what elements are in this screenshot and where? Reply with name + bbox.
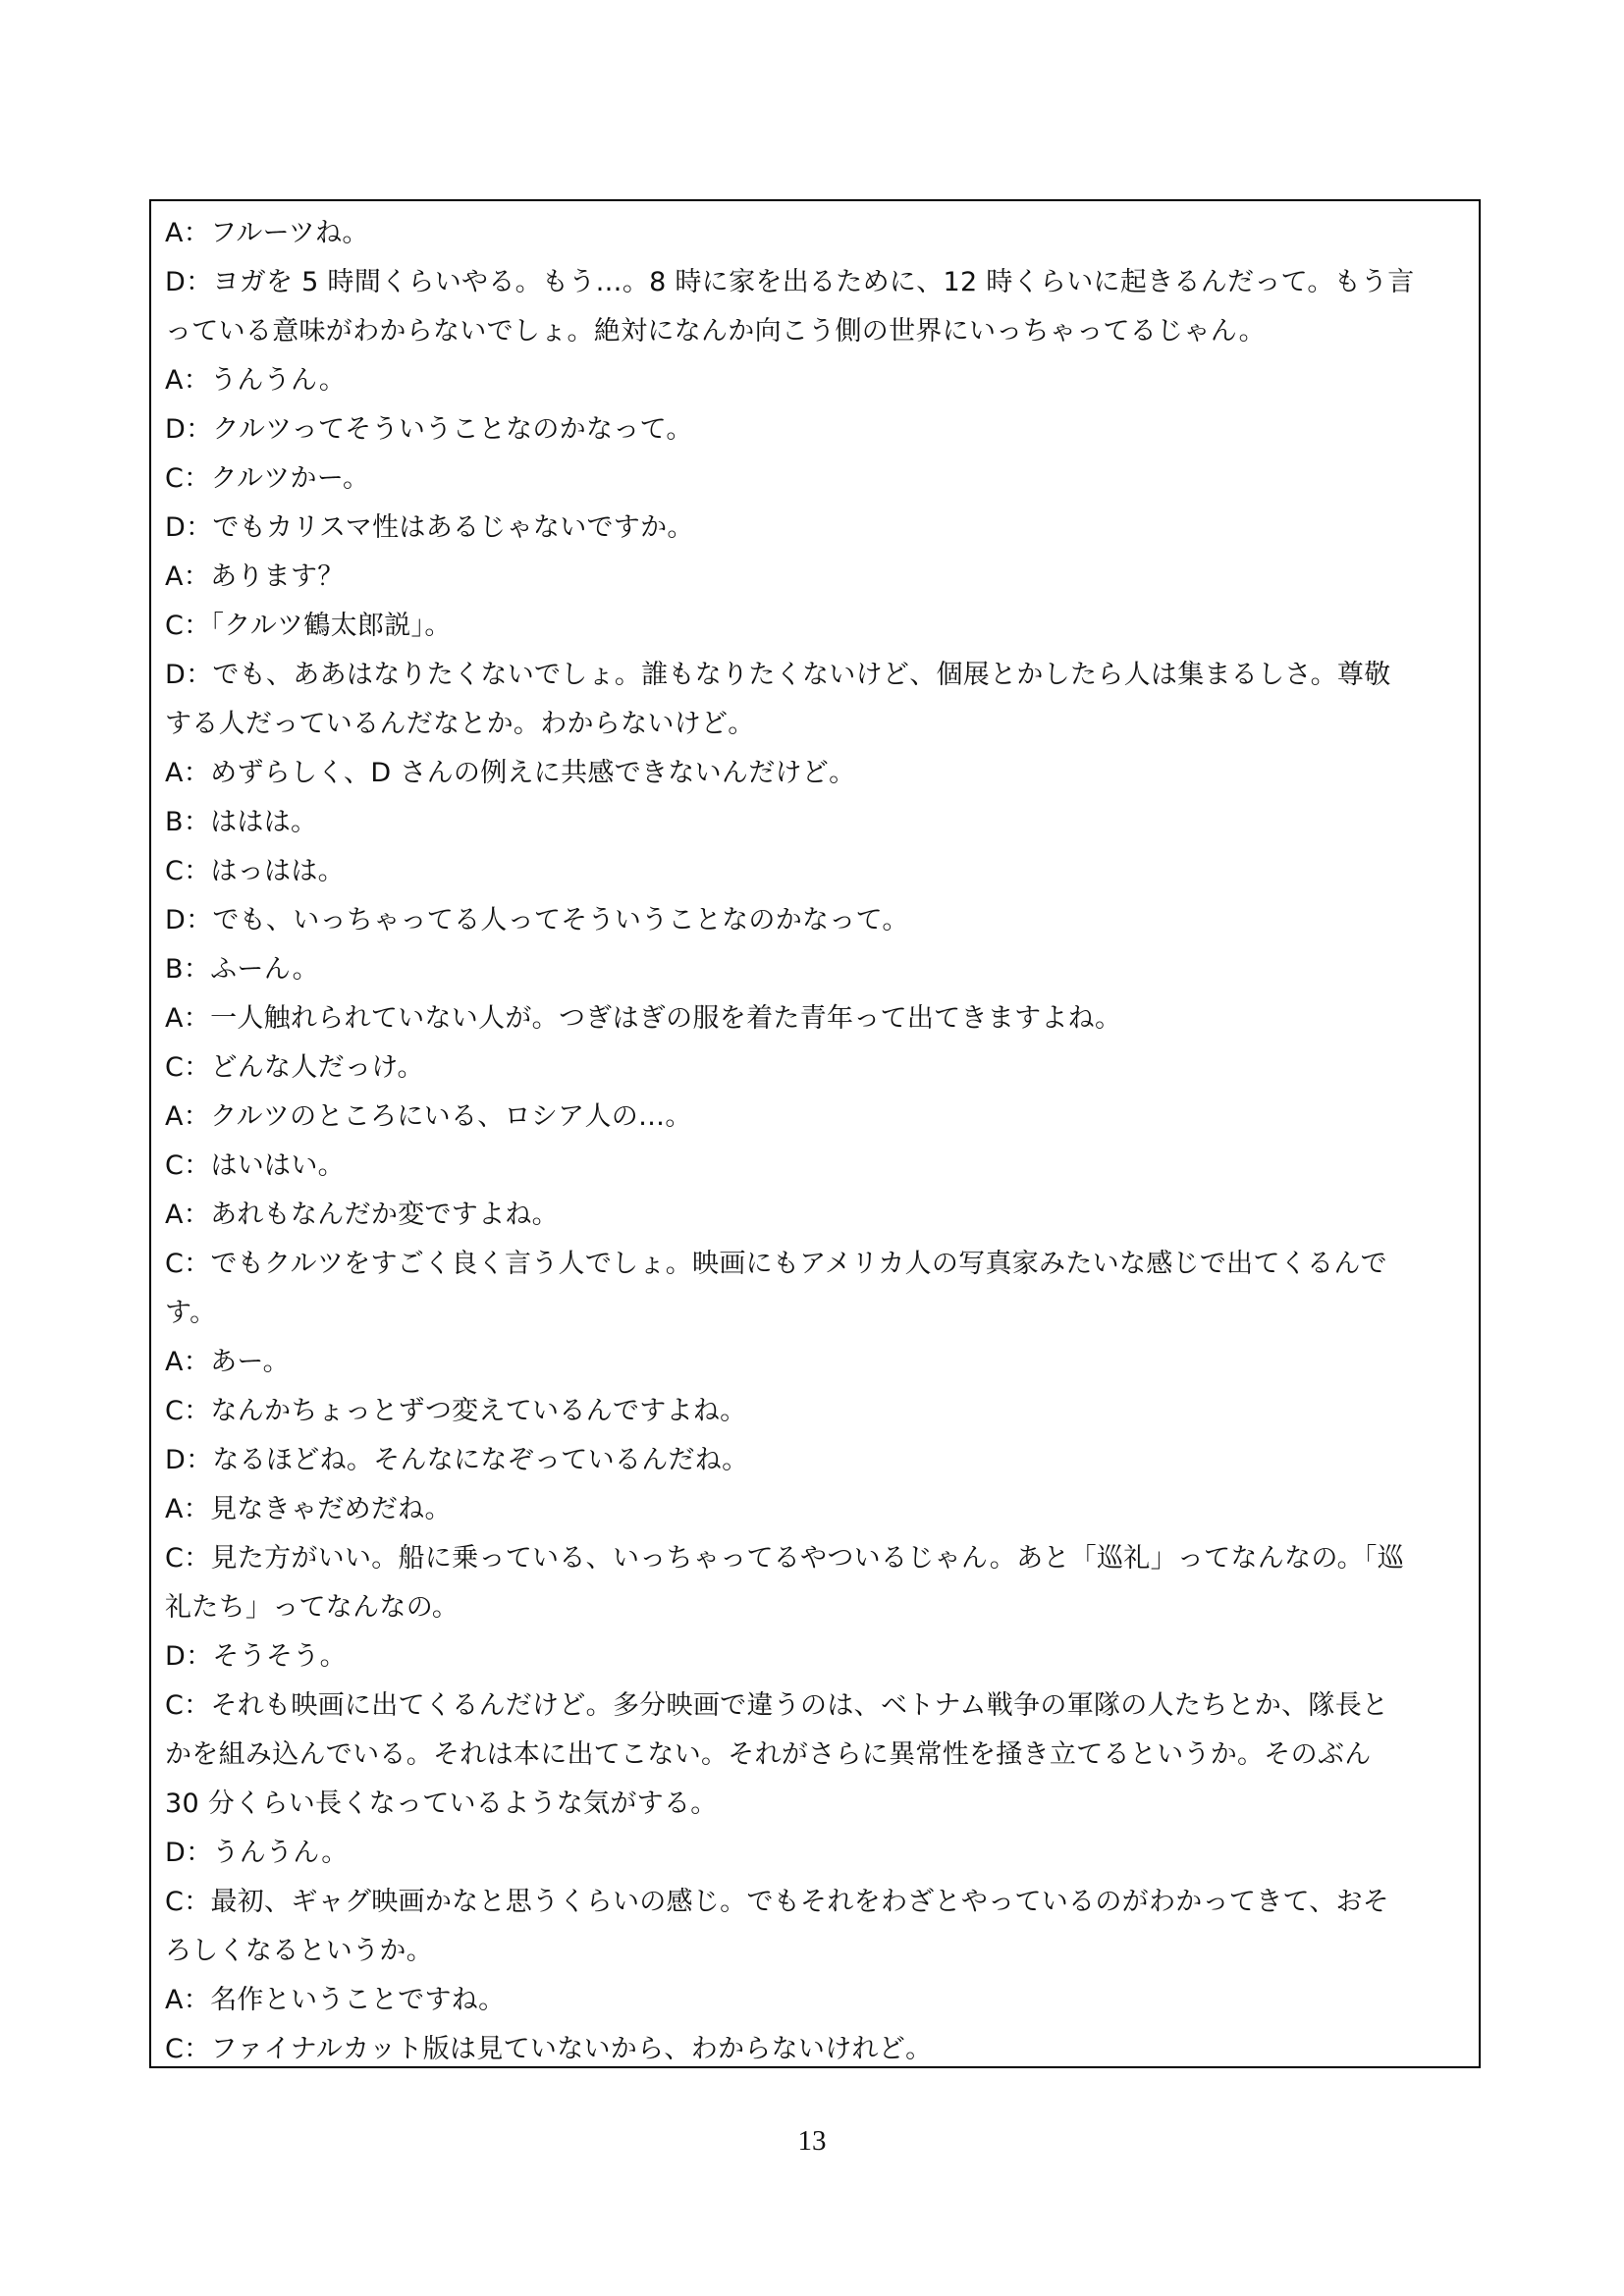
transcript-line: C：どんな人だっけ。 [165,1052,424,1083]
transcript-line: A：あー。 [165,1347,290,1377]
transcript-line: D：でもカリスマ性はあるじゃないですか。 [165,512,694,543]
transcript-line: D：でも、ああはなりたくないでしょ。誰もなりたくないけど、個展とかしたら人は集まるしさ。尊敬 [165,660,1391,690]
transcript-line: C：ファイナルカット版は見ていないから、わからないけれど。 [165,2034,933,2064]
transcript-line: C：はいはい。 [165,1150,345,1181]
transcript-line: C：「クルツ鶴太郎説」。 [165,611,452,641]
transcript-line: D：なるほどね。そんなになぞっているんだね。 [165,1445,749,1475]
transcript-line: A：めずらしく、D さんの例えに共感できないんだけど。 [165,758,856,788]
transcript-line: C：見た方がいい。船に乗っている、いっちゃってるやついるじゃん。あと「巡礼」ってなんなの。「巡 [165,1543,1404,1574]
transcript-line: B：ははは。 [165,807,318,837]
transcript-line: C：それも映画に出てくるんだけど。多分映画で違うのは、ベトナム戦争の軍隊の人たちとか、隊長と [165,1690,1389,1721]
transcript-line: C：はっはは。 [165,856,345,886]
transcript-line: A：あれもなんだか変ですよね。 [165,1200,559,1230]
transcript-line: A：名作ということですね。 [165,1985,506,2015]
transcript-line: A：一人触れられていない人が。つぎはぎの服を着た青年って出てきますよね。 [165,1003,1122,1034]
transcript-line: C：最初、ギャグ映画かなと思うくらいの感じ。でもそれをわざとやっているのがわかってきて、おそ [165,1887,1390,1917]
transcript-line: っている意味がわからないでしょ。絶対になんか向こう側の世界にいっちゃってるじゃん。 [165,316,1266,347]
transcript-line: C：なんかちょっとずつ変えているんですよね。 [165,1396,747,1426]
transcript-line: A：フルーツね。 [165,218,369,248]
transcript-line: する人だっているんだなとか。わからないけど。 [165,709,755,739]
transcript-line: D：でも、いっちゃってる人ってそういうことなのかなって。 [165,905,909,935]
transcript-line: C：クルツかー。 [165,463,370,494]
transcript-line: かを組み込んでいる。それは本に出てこない。それがさらに異常性を掻き立てるというか。そのぶん [165,1739,1372,1770]
transcript-line: A：あります？ [165,561,345,592]
transcript-line: B：ふーん。 [165,954,319,985]
transcript-line: A：見なきゃだめだね。 [165,1494,452,1524]
transcript-line: D：そうそう。 [165,1641,347,1672]
transcript-box [149,199,1481,2068]
transcript-line: A：うんうん。 [165,365,347,396]
transcript-line: D：うんうん。 [165,1838,349,1868]
transcript-line: D：ヨガを 5 時間くらいやる。もう…。8 時に家を出るために、12 時くらいに起きるんだって。もう言 [165,267,1415,297]
transcript-line: 礼たち」ってなんなの。 [165,1592,460,1623]
transcript-line: A：クルツのところにいる、ロシア人の…。 [165,1101,692,1132]
transcript-line: C：でもクルツをすごく良く言う人でしょ。映画にもアメリカ人の写真家みたいな感じで出てくるんで [165,1249,1387,1279]
page-number: 13 [797,2125,827,2157]
transcript-line: D：クルツってそういうことなのかなって。 [165,414,693,445]
transcript-line: 30 分くらい長くなっているような気がする。 [165,1789,718,1819]
transcript-line: ろしくなるというか。 [165,1936,433,1966]
transcript-line: す。 [165,1298,217,1328]
